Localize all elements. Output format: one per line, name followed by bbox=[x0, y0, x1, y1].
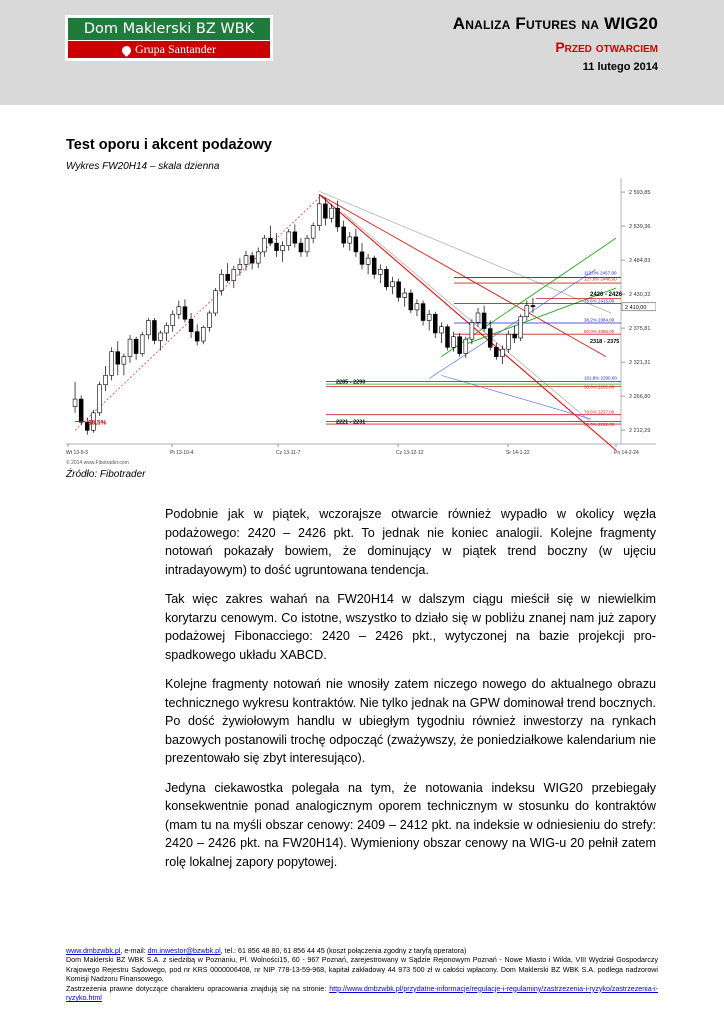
fib-upper2-label: 127,0% 2448,00 bbox=[584, 276, 617, 282]
candle-body bbox=[214, 291, 218, 313]
candle-body bbox=[165, 325, 169, 332]
candle-body bbox=[439, 327, 443, 333]
candle-body bbox=[409, 293, 413, 310]
y-tick-label: 2 375,81 bbox=[629, 326, 651, 333]
paragraph-4: Jedyna ciekawostka polegała na tym, że notowania indeksu WIG20 przebiegały konsekwentnie ponad analogicznym oporem technicznym w stosunku do kontraktów (mam tu na myśli obszar cenowy: 2409 – 2412 pkt. na indeksie w odniesieniu do strefy: 2420 – 2426 pkt. na FW20H14). Wymieniony obszar cenowy na WIG-u 20 pełnił zatem rolę lokalnej zapory popytowej. bbox=[165, 780, 656, 869]
candle-body bbox=[293, 232, 297, 243]
candle-body bbox=[122, 357, 126, 364]
candle-body bbox=[287, 232, 291, 246]
channel-line-gray-2 bbox=[344, 213, 591, 422]
report-title: Analiza Futures na WIG20 bbox=[452, 14, 658, 33]
candle-body bbox=[519, 317, 523, 338]
candle-body bbox=[226, 274, 230, 280]
fib-low3-label: 78,6% 2237,00 bbox=[584, 409, 615, 415]
rules-link[interactable]: http://www.dmbzwbk.pl/przydatne-informacje/regulacje-i-regulaminy/zastrzezenia-i-ryzyko/zastrzezenia-i-ryzyko.html bbox=[66, 984, 658, 1003]
fib-upper1-label: 113,0% 2457,00 bbox=[584, 270, 617, 276]
report-subtitle: Przed otwarciem bbox=[555, 39, 658, 55]
x-tick-label: Pt 13-10-4 bbox=[170, 450, 194, 456]
candle-body bbox=[348, 237, 352, 243]
candle-body bbox=[354, 237, 358, 252]
candle-body bbox=[500, 349, 504, 356]
candle-body bbox=[134, 339, 138, 353]
candle-body bbox=[140, 335, 144, 354]
candle-body bbox=[159, 333, 163, 340]
candle-body bbox=[360, 252, 364, 264]
retracement-dashed-line bbox=[75, 198, 319, 431]
candle-body bbox=[323, 204, 327, 218]
candle-body bbox=[116, 352, 120, 364]
candle-body bbox=[433, 314, 437, 333]
phone-text: , tel.: 61 856 48 80, 61 856 44 45 (koszt połączenia zgodny z taryfą operatora) bbox=[220, 947, 467, 955]
candle-body bbox=[488, 329, 492, 348]
report-date: 11 lutego 2014 bbox=[582, 61, 658, 73]
y-tick-label: 2 212,29 bbox=[629, 428, 651, 435]
candle-body bbox=[281, 246, 285, 251]
candle-body bbox=[146, 320, 150, 334]
zone-resistance-label: 2420 - 2426 bbox=[590, 291, 623, 298]
downtrend-line-red-2 bbox=[319, 194, 606, 356]
zone-mid-label: 2318 - 2375 bbox=[590, 338, 620, 345]
site-link[interactable]: www.dmbzwbk.pl bbox=[66, 947, 121, 955]
paragraph-3: Kolejne fragmenty notowań nie wnosiły zatem niczego nowego do aktualnego obrazu technicznego wykresu kontraktów. Nie tylko jednak na GPW dominował trend bocznych. Po dość żywiołowym handlu w ubiegłym tygodniu również inwestorzy na rynkach bazowych postanowili trochę odpocząć (zważywszy, że poniedziałkowe kalendarium nie prezentowało się zbyt interesująco). bbox=[165, 677, 656, 765]
candle-body bbox=[330, 208, 334, 218]
candle-body bbox=[513, 334, 517, 338]
candle-body bbox=[189, 319, 193, 331]
candle-body bbox=[268, 238, 272, 243]
candle-body bbox=[403, 293, 407, 297]
footer-contact bbox=[66, 947, 658, 956]
company-logo bbox=[65, 15, 273, 61]
candle-body bbox=[391, 282, 395, 287]
fib-mid2-label: 38,2% 2384,00 bbox=[584, 317, 615, 323]
candle-body bbox=[183, 307, 187, 319]
candle-body bbox=[305, 238, 309, 252]
fib-low1-label: 161,8% 2290,00 bbox=[584, 375, 617, 381]
santander-flame-icon bbox=[120, 44, 133, 57]
candle-body bbox=[458, 337, 462, 354]
chart-caption: Wykres FW20H14 – skala dzienna bbox=[66, 161, 220, 172]
paragraph-2: Tak więc zakres wahań na FW20H14 w dalszym ciągu mieścił się w niewielkim korytarzu cenowym. Co istotne, wszystko to działo się w pobliżu znanej nam już zapory podażowej Fibonacciego: 2420 – 2426 pkt., wytyczonej na bazie projekcji pro-spadkowego układu XABCD. bbox=[165, 592, 656, 662]
candle-body bbox=[244, 256, 248, 265]
candle-body bbox=[336, 208, 340, 227]
candle-body bbox=[507, 334, 511, 349]
candle-body bbox=[110, 352, 114, 376]
footer-legal: Dom Maklerski BZ WBK S.A. z siedzibą w Poznaniu, Pl. Wolności15, 60 - 967 Poznań, zarejestrowany w Sądzie Rejonowym Poznań - Nowe Miasto i Wilda, VIII Wydział Gospodarczy Krajowego Rejestru Sądowego, pod nr KRS 0000006408, nr NIP 778-13-59-968, kapitał zakładowy 44 973 500 zł w całości wpłacony. Dom Maklerski BZ WBK S.A. podlega nadzorowi Komisji Nadzoru Finansowego. bbox=[66, 956, 658, 984]
chart-copyright: © 2014 www.Fibotrader.com bbox=[66, 460, 129, 466]
candle-body bbox=[104, 375, 108, 384]
candle-body bbox=[494, 347, 498, 356]
candle-body bbox=[79, 399, 83, 422]
candle-body bbox=[427, 314, 431, 320]
section-title: Test oporu i akcent podażowy bbox=[66, 137, 272, 153]
price-chart bbox=[66, 178, 656, 466]
y-tick-label: 2 321,31 bbox=[629, 360, 651, 367]
candle-body bbox=[464, 339, 468, 353]
fan-line-blue bbox=[429, 269, 596, 378]
candle-body bbox=[250, 256, 254, 263]
candle-body bbox=[421, 304, 425, 321]
candle-body bbox=[195, 332, 199, 341]
last-price-label: 2 410,00 bbox=[625, 304, 647, 311]
rules-text: Zastrzeżenia prawne dotyczące charakteru opracowania znajdują się na stronie: bbox=[66, 984, 330, 993]
candle-body bbox=[232, 269, 236, 280]
footer-rules bbox=[66, 985, 658, 1004]
candle-body bbox=[73, 399, 77, 406]
logo-bottom-text bbox=[68, 41, 270, 58]
candle-body bbox=[470, 322, 474, 339]
candle-body bbox=[171, 314, 175, 325]
y-tick-label: 2 484,83 bbox=[629, 258, 651, 265]
candle-body bbox=[275, 243, 279, 250]
candle-body bbox=[482, 313, 486, 329]
header-band bbox=[0, 0, 724, 105]
candle-body bbox=[152, 320, 156, 340]
candle-body bbox=[207, 313, 211, 327]
chart-source: Źródło: Fibotrader bbox=[66, 469, 146, 480]
candle-body bbox=[397, 282, 401, 298]
candle-body bbox=[98, 385, 102, 413]
candle-body bbox=[262, 238, 266, 252]
candle-body bbox=[476, 313, 480, 322]
candle-body bbox=[299, 243, 303, 252]
candle-body bbox=[384, 269, 388, 286]
candle-body bbox=[220, 274, 224, 290]
y-tick-label: 2 539,36 bbox=[629, 224, 651, 231]
candle-body bbox=[531, 306, 535, 307]
fib-mid3-label: 50,0% 2366,00 bbox=[584, 328, 615, 334]
fib-low2-label: 38,0% 2282,00 bbox=[584, 384, 615, 390]
candle-body bbox=[317, 204, 321, 226]
candle-body bbox=[452, 337, 456, 348]
email-label: , e-mail: bbox=[120, 947, 148, 955]
candle-body bbox=[378, 269, 382, 274]
candle-body bbox=[201, 327, 205, 341]
candle-body bbox=[366, 258, 370, 264]
y-tick-label: 2 266,80 bbox=[629, 394, 651, 401]
email-link[interactable]: dm.inwestor@bzwbk.pl bbox=[147, 947, 221, 955]
candle-body bbox=[342, 227, 346, 243]
fib-mid1-label: 78,6% 2415,00 bbox=[584, 298, 615, 304]
x-tick-label: Cz 13-11-7 bbox=[276, 450, 301, 456]
zone-low1-label: 2285 - 2290 bbox=[336, 379, 366, 386]
candle-body bbox=[311, 226, 315, 238]
candle-body bbox=[372, 258, 376, 274]
candle-body bbox=[256, 252, 260, 263]
candle-body bbox=[525, 306, 529, 317]
pct-label: 88,5% bbox=[88, 419, 107, 427]
footer bbox=[66, 947, 658, 1003]
candle-body bbox=[238, 264, 242, 269]
candle-body bbox=[446, 327, 450, 348]
candle-body bbox=[177, 307, 181, 314]
x-tick-label: Wt 13-9-3 bbox=[66, 450, 88, 456]
fib-low4-label: 50,0% 2222,00 bbox=[584, 421, 615, 427]
candle-body bbox=[415, 304, 419, 310]
y-tick-label: 2 593,85 bbox=[629, 190, 651, 197]
y-tick-label: 2 430,32 bbox=[629, 292, 651, 299]
analysis-text bbox=[165, 505, 656, 882]
logo-top-text: Dom Maklerski BZ WBK bbox=[68, 18, 270, 40]
x-tick-label: Cz 13-12-12 bbox=[396, 450, 424, 456]
paragraph-1: Podobnie jak w piątek, wczorajsze otwarcie również wypadło w okolicy węzła podażowego: 2420 – 2426 pkt. To jednak nie koniec analogii. Kolejne fragmenty notowań pokazały bowiem, że dominujący w piątek trend boczny (w ujęciu intradayowym) to dość ugruntowana tendencja. bbox=[165, 507, 656, 577]
price-chart-svg bbox=[66, 178, 656, 466]
zone-low2-label: 2221 - 2231 bbox=[336, 419, 366, 426]
logo-bottom-label: Grupa Santander bbox=[135, 42, 216, 56]
candle-body bbox=[128, 339, 132, 356]
x-tick-label: Śr 14-1-22 bbox=[506, 450, 530, 456]
x-tick-label: Pn 14-2-24 bbox=[614, 450, 639, 456]
downtrend-line-red bbox=[319, 194, 616, 450]
